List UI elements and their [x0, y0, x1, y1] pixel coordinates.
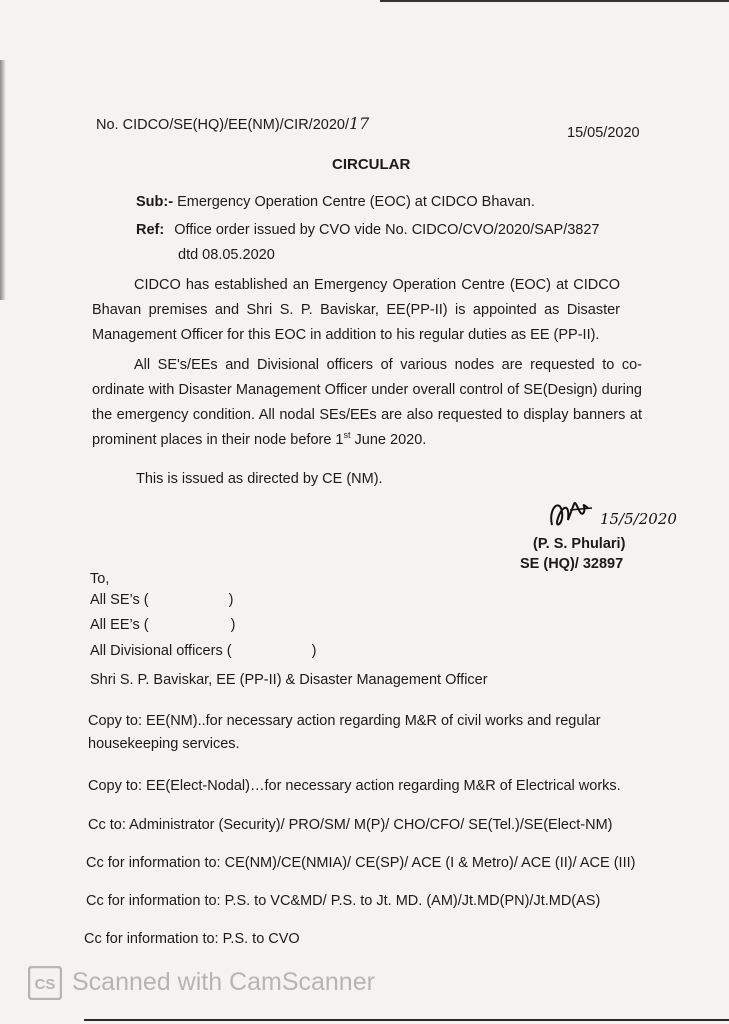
addressee-ees — [90, 616, 235, 634]
paragraph-2-line-4 — [92, 428, 642, 453]
paragraph-2-line-4-start: prominent places in their node before 1 — [92, 432, 344, 448]
cc-information-ce: Cc for information to: CE(NM)/CE(NMIA)/ CE(SP)/ ACE (I & Metro)/ ACE (II)/ ACE (III) — [86, 855, 636, 871]
paragraph-2-line-3: the emergency condition. All nodal SEs/EEs are also requested to display banners at — [92, 407, 642, 423]
camscanner-watermark: Scanned with CamScanner — [72, 968, 375, 996]
reference-number — [96, 115, 369, 134]
signatory-designation: SE (HQ)/ 32897 — [520, 556, 624, 572]
paragraph-1 — [92, 273, 620, 348]
reference-number-handwritten: 17 — [349, 114, 370, 133]
reference-number-text: No. CIDCO/SE(HQ)/EE(NM)/CIR/2020/ — [96, 117, 349, 133]
paragraph-1-line-3: Management Officer for this EOC in addition to his regular duties as EE (PP-II). — [92, 327, 600, 343]
addressee-ees-text: All EE’s ( — [90, 617, 149, 633]
scan-edge-shadow — [0, 60, 6, 300]
cc-information-cvo: Cc for information to: P.S. to CVO — [84, 931, 300, 947]
addressee-ees-close: ) — [230, 617, 236, 633]
directive-line: This is issued as directed by CE (NM). — [136, 471, 383, 487]
addressee-divisional-text: All Divisional officers ( — [90, 643, 232, 659]
reference-line1: Office order issued by CVO vide No. CIDCO/CVO/2020/SAP/3827 — [174, 222, 600, 238]
copy-to-ee-nm: Copy to: EE(NM)..for necessary action regarding M&R of civil works and regular — [88, 713, 601, 729]
addressee-ses — [90, 591, 233, 609]
reference-line2: dtd 08.05.2020 — [178, 247, 275, 263]
paragraph-2-line-4-end: June 2020. — [350, 432, 427, 448]
paragraph-1-line-2: Bhavan premises and Shri S. P. Baviskar, EE(PP-II) is appointed as Disaster — [92, 302, 620, 318]
superscript-st: st — [343, 430, 351, 441]
reference-label: Ref: — [136, 222, 165, 238]
addressee-dmo: Shri S. P. Baviskar, EE (PP-II) & Disaster Management Officer — [90, 672, 488, 688]
addressee-ses-text: All SE’s ( — [90, 592, 149, 608]
paragraph-1-line-1: CIDCO has established an Emergency Operation Centre (EOC) at CIDCO — [134, 277, 620, 293]
camscanner-logo-icon — [28, 966, 62, 1005]
circular-date: 15/05/2020 — [567, 125, 640, 141]
to-label: To, — [90, 571, 110, 587]
copy-to-ee-nm-cont: housekeeping services. — [88, 736, 240, 752]
addressee-ses-close: ) — [228, 592, 234, 608]
circular-title: CIRCULAR — [332, 156, 411, 173]
paragraph-2 — [92, 353, 642, 453]
signatory-name: (P. S. Phulari) — [533, 536, 626, 552]
bottom-border-line — [84, 1019, 729, 1021]
addressee-divisional-close: ) — [311, 643, 317, 659]
paragraph-2-line-2: ordinate with Disaster Management Officer under overall control of SE(Design) during — [92, 382, 642, 398]
signature-date: 15/5/2020 — [600, 510, 677, 528]
paragraph-2-line-1: All SE's/EEs and Divisional officers of various nodes are requested to co- — [134, 357, 642, 373]
top-border-line — [380, 0, 729, 2]
cc-information-vc: Cc for information to: P.S. to VC&MD/ P.S. to Jt. MD. (AM)/Jt.MD(PN)/Jt.MD(AS) — [86, 893, 601, 909]
subject-line — [136, 193, 535, 211]
subject-label: Sub:- — [136, 194, 174, 210]
addressee-divisional — [90, 642, 316, 660]
subject-text: Emergency Operation Centre (EOC) at CIDCO Bhavan. — [177, 194, 535, 210]
copy-to-ee-elect: Copy to: EE(Elect-Nodal)…for necessary action regarding M&R of Electrical works. — [88, 778, 621, 794]
svg-text:CS: CS — [34, 976, 56, 993]
cc-administrator: Cc to: Administrator (Security)/ PRO/SM/ M(P)/ CHO/CFO/ SE(Tel.)/SE(Elect-NM) — [88, 817, 613, 833]
reference-line — [136, 221, 600, 239]
